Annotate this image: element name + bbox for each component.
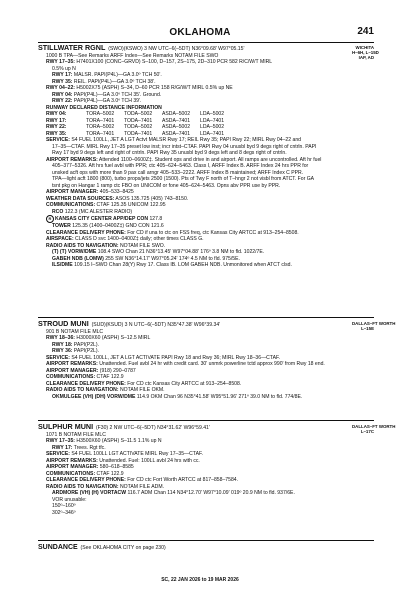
entry-line-label: SERVICE: xyxy=(46,137,70,143)
entry-line-text: Unattended. Fuel avbl 24 hr with credit card. 30' unmrk powerline tctd approx 990' from Rwy 18 end. xyxy=(97,361,325,367)
entry-line-text: 122.3 (MC ALESTER RADIO) xyxy=(63,208,133,215)
entry-line-label: GABEH NDB (LOMW) xyxy=(52,255,104,262)
entry-line-text: NOTAM FILE SWO. xyxy=(118,242,166,249)
entry-line-label: WEATHER DATA SOURCES: xyxy=(46,195,115,202)
entry-line: 17–35—CTAF. MIRL Rwy 17–35 preset low inst; incr intst–CTAF. PAPI Rwy 04 unusbl byd 9 degs right of cntrln. PAPI xyxy=(52,143,317,150)
entry-lines xyxy=(38,59,344,111)
entry-line-text: For CD if una to ctc on FSS freq, ctc Kansas City ARTCC at 913–254–8508. xyxy=(125,229,299,236)
entry-line-label: SERVICE: xyxy=(46,451,70,457)
entry-line-label: RWY 18–36: xyxy=(46,335,75,341)
entry-line-label: COMMUNICATIONS: xyxy=(46,202,96,208)
entry-line-label: RWY 35: xyxy=(52,78,73,85)
declared-distance-cell: TODA–7401 xyxy=(124,117,153,124)
declared-distance-cell: TODA–5002 xyxy=(124,111,153,117)
entry-line-label: AIRPORT MANAGER: xyxy=(46,464,99,470)
entry-line-label: RWY 04–22: xyxy=(46,85,75,91)
cross-reference-text: (See OKLAHOMA CITY on page 230) xyxy=(80,545,166,551)
declared-distance-cell: ASDA–5002 xyxy=(162,124,191,130)
entry-line-label: RWY 17–35: xyxy=(46,59,75,65)
airport-info-line: 1000 B TPA—See Remarks ARFF Index—See Remarks NOTAM FILE SWO xyxy=(46,52,219,59)
entry-line-text: For CD ctc Fort Worth ARTCC at 817–858–7584. xyxy=(125,477,239,483)
entry-line-label: RCO xyxy=(52,208,64,215)
declared-distance-cell: RWY 22: xyxy=(46,124,67,130)
entry-line-label: TOWER xyxy=(52,223,71,229)
entry-line-label: RWY 18: xyxy=(52,341,73,348)
declared-distance-cell: TORA–5002 xyxy=(86,111,115,117)
entry-line: unsked acft ops with more than 9 pax call arngr 405–533–2222. ARFF Index B maintained; ARFF Index C PPR. xyxy=(52,169,304,176)
entry-line-label: AIRPORT REMARKS: xyxy=(46,457,98,464)
entry-line-label: COMMUNICATIONS: xyxy=(46,470,96,477)
entry-line-text: 405–533–8425 xyxy=(98,189,134,195)
entry-line-text: Trees. Rgt tfc. xyxy=(72,444,106,451)
entry-line-text: Attended 1100–0600Z‡. Student ops and drive in and airport. All ramps are uncontrolled. Aft hr fuel xyxy=(97,156,322,163)
entry-line-text: 255 SW N36°14.17' W97°05.24' 174º 4.5 NM to fld. 975/5E. xyxy=(103,255,240,262)
declared-distance-cell: LDA–7401 xyxy=(200,117,225,124)
entry-line-text: CTAF 125.35 UNICOM 122.95 xyxy=(95,202,166,208)
chart-ref-procedures: IAP, AD xyxy=(358,55,374,61)
entry-line-label: (T) (T) VORW/DME xyxy=(52,249,97,255)
entry-line-text: H3500X60 (ASPH) S–11.5 1.1% up N xyxy=(74,438,162,444)
entry-line-label: CLEARANCE DELIVERY PHONE: xyxy=(46,229,126,236)
page-footer: SC, 22 JAN 2026 to 19 MAR 2026 xyxy=(161,577,239,583)
entry-line-text: 108.4 SWO Chan 21 N36°13.45' W97°04.88' 176º 3.8 NM to fld. 1022/7E. xyxy=(96,249,265,255)
entry-line: 150º–160º xyxy=(52,503,76,509)
entry-line-text: MALSR. PAPI(P4L)—GA 3.0º TCH 50'. xyxy=(72,72,162,78)
entry-line-text: (918) 290–0787 xyxy=(98,367,136,374)
entry-line-text: Unattended. Fuel: 100LL avbl 24 hrs with cc. xyxy=(97,457,200,464)
entry-line-label: SERVICE: xyxy=(46,354,70,361)
entry-line-text: 127.8 xyxy=(148,216,163,222)
declared-distance-cell: RWY 04: xyxy=(46,111,67,117)
entry-line-label: ARDMORE (VH) (H) VORTACW xyxy=(52,490,127,496)
entry-line: 405–377–5326. Aft hrs fuel avbl with PPR; ctc 405–624–5463. Class I, ARFF Index B. ARFF Index 24 hrs PPR for xyxy=(52,163,309,169)
declared-distance-cell: TORA–7401 xyxy=(86,117,115,124)
entry-line-text: PAPI(P4L)—GA 3.0º TCH 39'. xyxy=(72,98,142,104)
entry-line: tsnt pkg on Hangar 1 ramp ctc FBO on UNICOM or fone 405–624–5463. Opns abv PPR use by PPR. xyxy=(52,182,281,189)
entry-line-label: KANSAS CITY CENTER APP/DEP CON xyxy=(55,216,149,222)
declared-distance-cell: ASDA–7401 xyxy=(162,130,191,137)
entry-line-text: CLASS D svc 1400–0400Z‡ daily; other times CLASS G. xyxy=(73,236,204,242)
chart-reference-sulphur xyxy=(352,424,396,435)
entry-line-label: RADIO AIDS TO NAVIGATION: xyxy=(46,483,119,490)
entry-line-text: H7401X100 (CONC–GRVD) S–100, D–157, 2S–175, 2D–310 PCR 582 R/C/W/T MIRL xyxy=(74,59,273,65)
entry-line: VOR unusable: xyxy=(52,496,87,503)
state-heading: OKLAHOMA xyxy=(169,27,231,38)
declared-distance-cell: LDA–7401 xyxy=(200,130,225,137)
entry-line xyxy=(38,394,344,401)
entry-lines xyxy=(38,335,344,400)
airport-info-line: 1071 B NOTAM FILE MLC xyxy=(46,431,106,438)
entry-line-text: 109.15 I–SWO Chan 28(Y) Rwy 17. Class IB. LOM GABEH NDB. Unmonitored when ATCT clsd. xyxy=(72,262,292,268)
entry-line xyxy=(38,215,344,223)
entry-line-label: RADIO AIDS TO NAVIGATION: xyxy=(46,387,119,393)
entry-line-text: CTAF 122.9 xyxy=(95,374,124,380)
entry-line-text: S4 FUEL 100LL LGT ACTIVATE MIRL Rwy 17–35—CTAF. xyxy=(69,451,203,457)
entry-line-text: H3000X60 (ASPH) S–12.5 MIRL xyxy=(74,335,151,341)
airport-entry-stillwater xyxy=(38,45,344,269)
declared-distance-table xyxy=(38,111,344,137)
entry-line xyxy=(38,262,344,269)
entry-divider xyxy=(38,540,374,541)
entry-line-text: NOTAM FILE OKM. xyxy=(118,387,165,393)
entry-line-label: RWY 04: xyxy=(52,91,73,98)
declared-distance-cell: TODA–7401 xyxy=(124,130,153,137)
entry-line-text: PAPI(P2L). xyxy=(72,348,99,354)
page-number: 241 xyxy=(357,26,374,37)
entry-line: TPA—light acft 1800 (800), turbo props/jets 2500 (1500). Pts of Twy F north of T–hngr 2 not visbl from ATCT. For GA xyxy=(52,176,315,182)
chart-ref-enroute: L–17C xyxy=(360,429,374,435)
declared-distance-cell: ASDA–5002 xyxy=(162,111,191,117)
declared-distance-cell: ASDA–7401 xyxy=(162,117,191,124)
chart-ref-sectional: DALLAS–FT WORTH xyxy=(352,321,396,326)
entry-line: Rwy 17 byd 9 degs left and right of cntrln. PAPI Rwy 35 unusbl byd 9 degs left and 8 degs right of cntrln. xyxy=(52,150,287,156)
declared-distance-cell: LDA–5002 xyxy=(200,111,225,117)
entry-line-label: CLEARANCE DELIVERY PHONE: xyxy=(46,477,126,483)
entry-line-label: CLEARANCE DELIVERY PHONE: xyxy=(46,380,126,387)
entry-line-text: NOTAM FILE ADM. xyxy=(118,483,165,490)
declared-distance-cell: LDA–5002 xyxy=(200,124,225,130)
chart-reference-stroud xyxy=(352,321,396,332)
chart-ref-enroute: H–6H, L–15D xyxy=(352,50,379,56)
entry-line-text: ASOS 135.725 (405) 743–8150. xyxy=(114,195,189,202)
chart-ref-sectional: WICHITA xyxy=(355,45,374,50)
entry-line-label: AIRPORT REMARKS: xyxy=(46,156,98,163)
entry-line-label: COMMUNICATIONS: xyxy=(46,374,96,380)
entry-line-text: H5002X75 (ASPH) S–34, D–60 PCR 158 R/G/W/T MIRL 0.5% up NE xyxy=(74,85,233,91)
entry-line-label: RWY 17: xyxy=(52,444,73,451)
chart-reference-stillwater xyxy=(352,45,379,61)
radar-symbol-icon: R xyxy=(46,215,54,223)
entry-line-label: RWY 22: xyxy=(52,98,73,104)
entry-line-text: For CD ctc Kansas City ARTCC at 913–254–8508. xyxy=(125,380,242,387)
entry-line-text: 580–618–8585 xyxy=(98,464,134,470)
entry-line-label: OKMULGEE (VH) (DH) VORW/DME xyxy=(52,393,136,400)
entry-line-label: ILS/DME xyxy=(52,262,73,268)
declared-distance-cell: TORA–7401 xyxy=(86,130,115,137)
entry-lines xyxy=(38,438,344,516)
entry-divider xyxy=(38,317,374,318)
airport-name: STILLWATER RGNL xyxy=(38,45,106,52)
entry-line-text: 114.9 OKM Chan 96 N35°41.58' W95°51.96' 271º 39.0 NM to fld. 774/8E. xyxy=(135,393,303,400)
airport-ident-line: (SWO)(KSWO) 3 NW UTC–6(–5DT) N36°09.68' W97°05.15' xyxy=(108,46,245,52)
cross-reference-sundance xyxy=(38,545,166,552)
airport-entry-sulphur xyxy=(38,424,344,516)
declared-distance-cell: TORA–5002 xyxy=(86,124,115,130)
entry-line-text: S4 FUEL 100LL, JET A LGT Actvt MALSR Rwy 17; REIL Rwy 35; PAPI Rwy 22; MIRL Rwy 04–22 and xyxy=(69,137,301,143)
entry-line-label: RADIO AIDS TO NAVIGATION: xyxy=(46,242,119,249)
entry-line: 0.5% up N xyxy=(52,65,76,72)
entry-lines-2 xyxy=(38,137,344,269)
entry-line-label: AIRSPACE: xyxy=(46,236,74,242)
airport-info-line: 901 B NOTAM FILE MLC xyxy=(46,328,104,335)
airport-name: SULPHUR MUNI xyxy=(38,424,94,431)
declared-distance-cell: RWY 17: xyxy=(46,117,67,124)
airport-ident-line: (SUD)(KSUD) 3 N UTC–6(–5DT) N35°47.38' W96°39.34' xyxy=(91,322,221,328)
entry-line-label: RWY 17: xyxy=(52,72,73,78)
entry-line-text: 125.35 (1400–0400Z‡) GND CON 121.6 xyxy=(70,223,164,229)
entry-line-text: CTAF 122.9 xyxy=(95,470,124,477)
entry-line: 302º–346º xyxy=(52,509,76,516)
entry-line-label: RWY 36: xyxy=(52,348,73,354)
entry-line-text: REIL. PAPI(P4L)—GA 3.0º TCH 38'. xyxy=(72,78,156,85)
entry-line-text: 116.7 ADM Chan 114 N34°12.70' W97°10.09' 019º 20.9 NM to fld. 937/6E. xyxy=(126,490,295,496)
chart-ref-enroute: L–15E xyxy=(361,326,374,332)
chart-ref-sectional: DALLAS–FT WORTH xyxy=(352,424,396,429)
entry-line-text: PAPI(P2L). xyxy=(72,341,99,348)
entry-line: RUNWAY DECLARED DISTANCE INFORMATION xyxy=(46,104,162,111)
airport-entry-stroud xyxy=(38,321,344,400)
entry-line-label: RWY 17–35: xyxy=(46,438,75,444)
entry-line-label: AIRPORT MANAGER: xyxy=(46,367,99,374)
entry-line-text: PAPI(P4L)—GA 3.0º TCH 35'. Ground. xyxy=(72,91,162,98)
entry-divider xyxy=(38,420,374,421)
entry-line xyxy=(38,137,344,144)
header-rule xyxy=(38,42,374,43)
entry-line-text: S4 FUEL 100LL, JET A LGT ACTIVATE PAPI Rwy 18 and Rwy 36; MIRL Rwy 18–36—CTAF. xyxy=(69,354,280,361)
declared-distance-cell: TODA–5002 xyxy=(124,124,153,130)
airport-name: SUNDANCE xyxy=(38,544,78,551)
entry-line-label: AIRPORT REMARKS: xyxy=(46,361,98,367)
declared-distance-cell: RWY 35: xyxy=(46,130,67,137)
airport-ident-line: (F30) 2 NW UTC–6(–5DT) N34°31.62' W96°59.41' xyxy=(95,425,210,431)
entry-line-label: AIRPORT MANAGER: xyxy=(46,189,99,195)
airport-name: STROUD MUNI xyxy=(38,321,89,328)
